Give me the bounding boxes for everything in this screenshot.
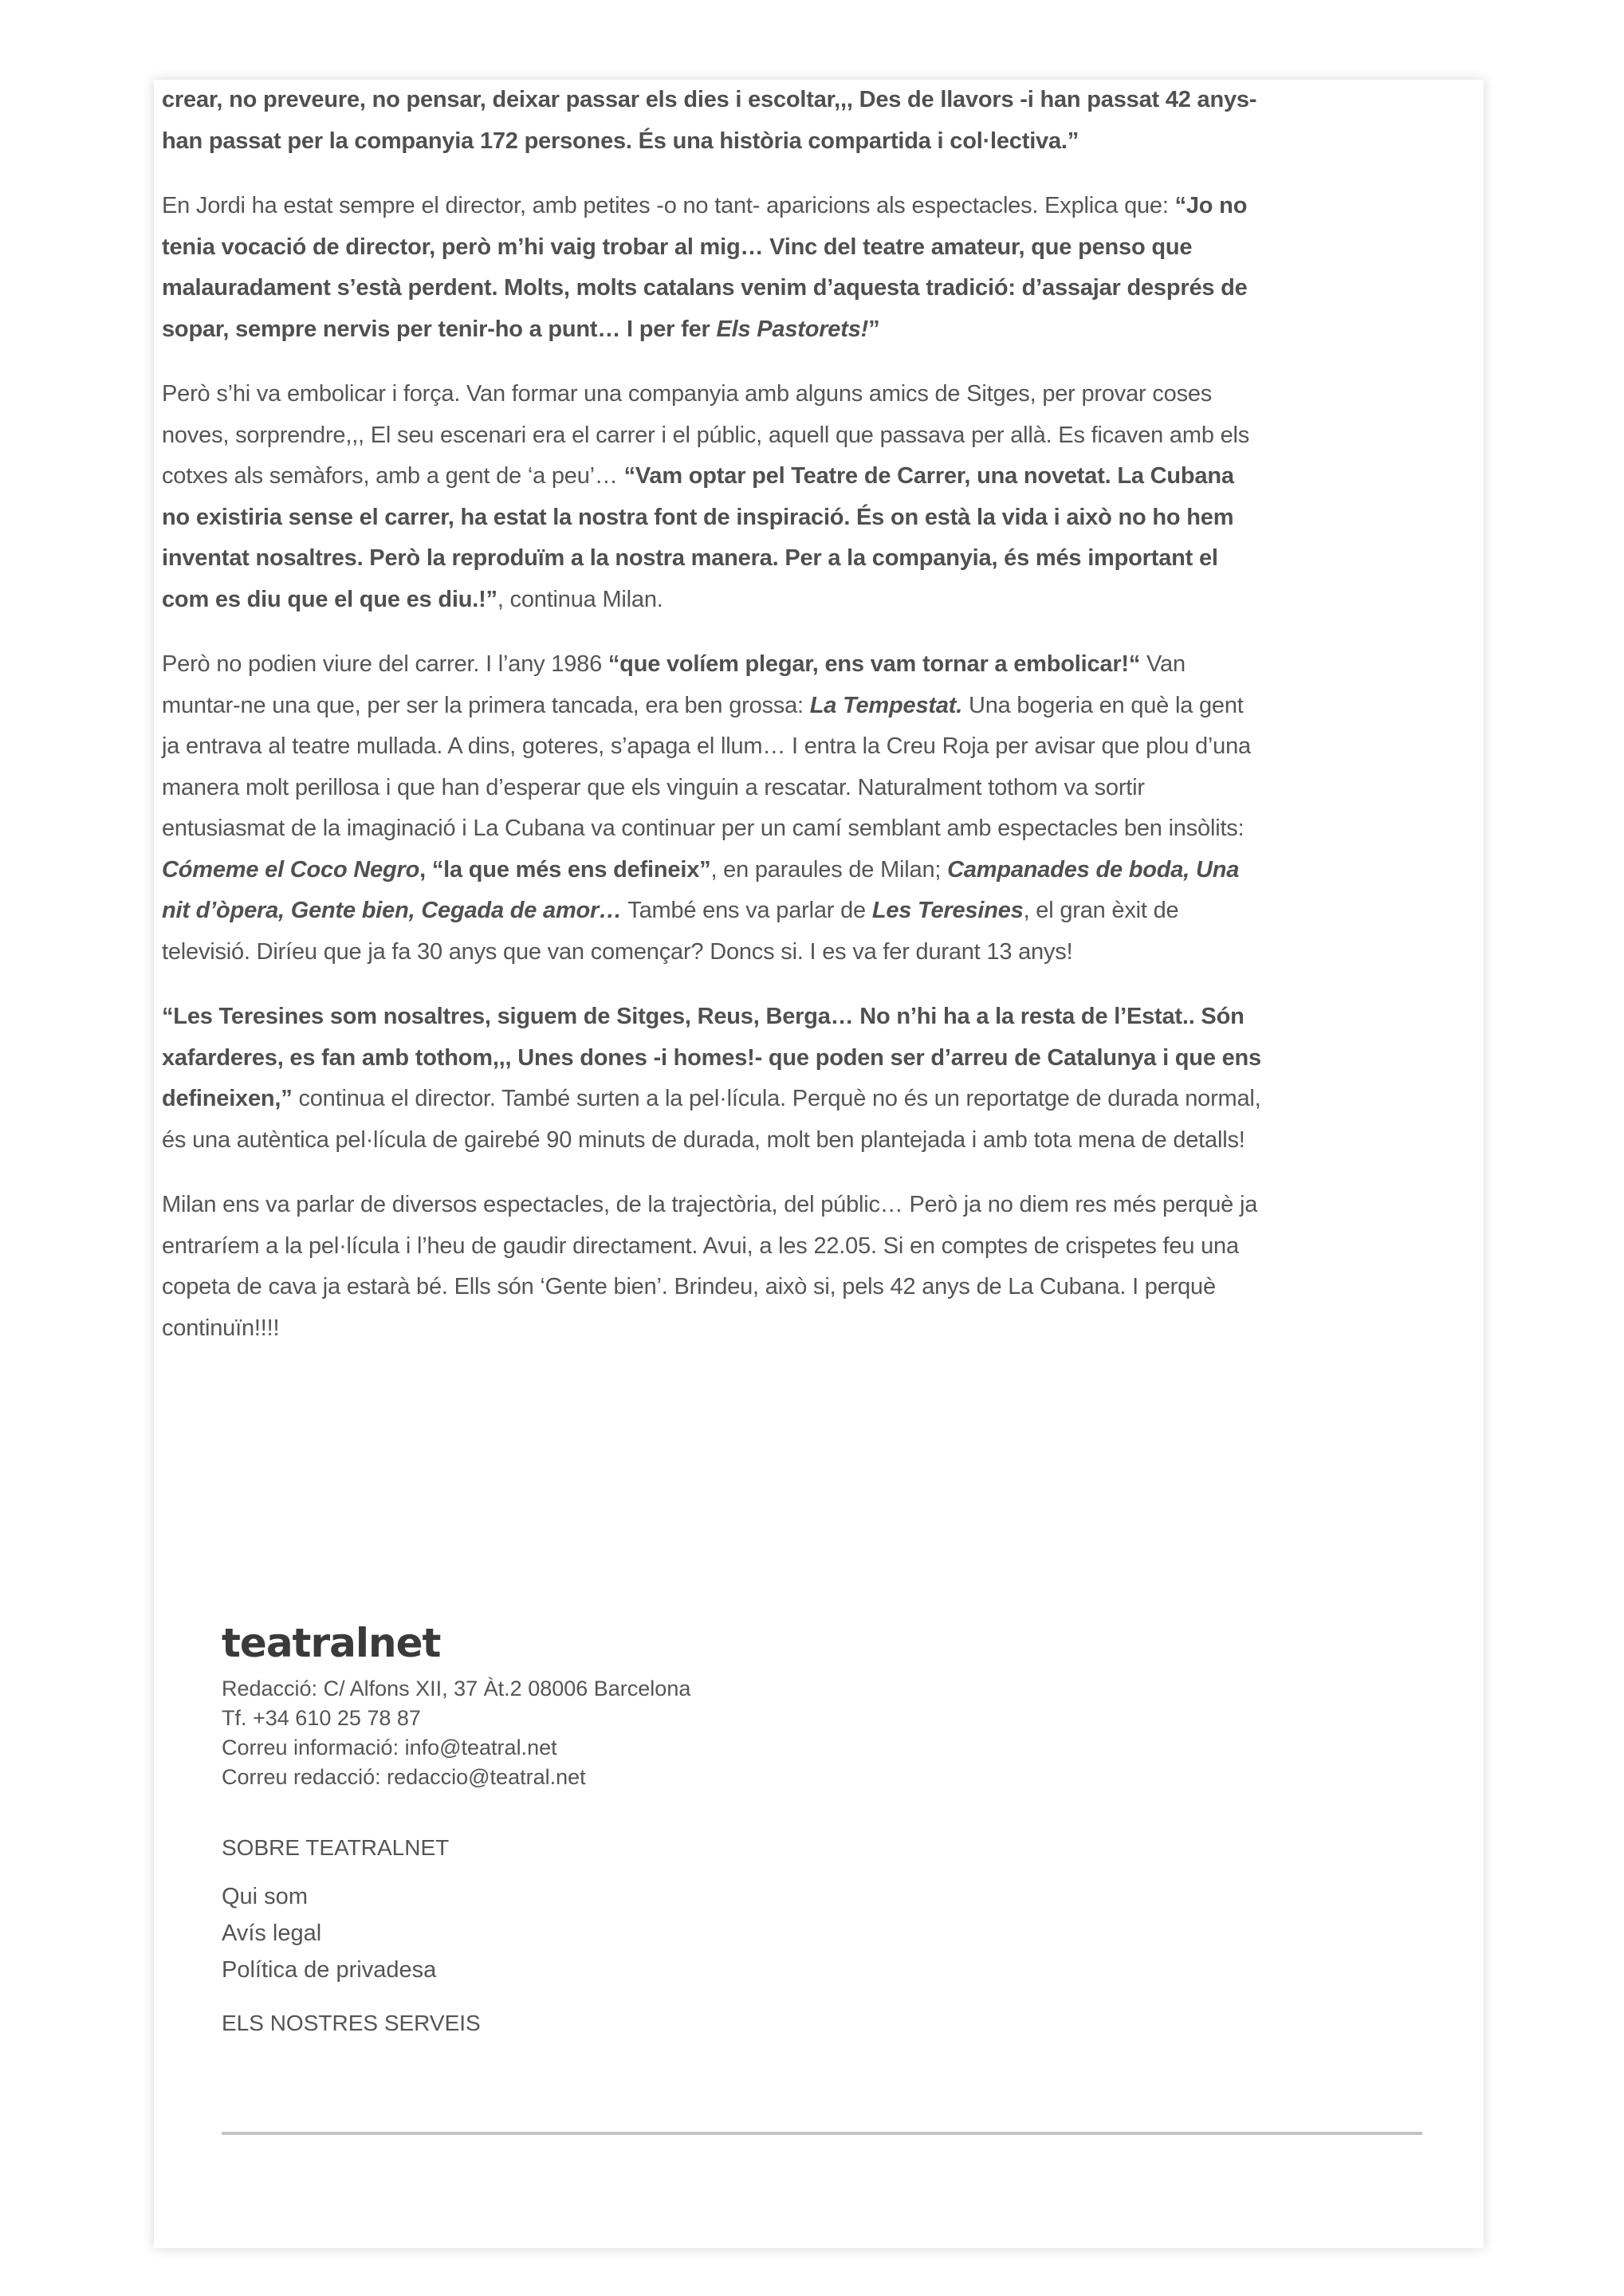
quote-text: “Vam optar pel Teatre de Carrer, una novetat. La Cubana no existiria sense el carrer, ha estat la nostra font de inspiració. És on està la vida i això no ho hem inventat nosaltres. Però la reproduïm a la nostra manera. Per a la companyia, és més important el com es diu que el que es diu.!” bbox=[162, 463, 1234, 612]
quote-text: , “la que més ens defineix” bbox=[419, 856, 711, 883]
paragraph-6 bbox=[162, 1185, 1262, 1349]
title-reference: La Tempestat. bbox=[809, 692, 963, 718]
body-text: Una bogeria en què la gent ja entrava al teatre mullada. A dins, goteres, s’apaga el llum… I entra la Creu Roja per avisar que plou d’una manera molt perillosa i que han d’esperar que els vinguin a rescatar. Naturalment tothom va sortir entusiasmat de la imaginació i La Cubana va continuar per un camí semblant amb espectacles ben insòlits: bbox=[162, 692, 1251, 841]
title-reference: Les Teresines bbox=[871, 898, 1024, 923]
paragraph-2 bbox=[162, 186, 1262, 350]
quote-text: “Les Teresines som nosaltres, siguem de Sitges, Reus, Berga… No n’hi ha a la resta de l’Estat.. Són xafarderes, es fan amb tothom,,, Unes dones -i homes!- que poden ser d’arreu de Catalunya i que ens defineixen,” bbox=[162, 1004, 1261, 1111]
phone-line: Tf. +34 610 25 78 87 bbox=[222, 1706, 421, 1730]
link-avis-legal[interactable]: Avís legal bbox=[222, 1921, 322, 1946]
email-info-line: Correu informació: info@teatral.net bbox=[222, 1736, 557, 1759]
title-reference: Campanades de boda, Una nit d’òpera, Gente bien, Cegada de amor… bbox=[162, 856, 1240, 923]
quote-text: “Jo no tenia vocació de director, però m’hi vaig trobar al mig… Vinc del teatre amateur, que penso que malauradament s’està perdent. Molts, molts catalans venim d’aquesta tradició: d’assajar després de sopar, sempre nervis per tenir-ho a punt… I per fer bbox=[162, 193, 1248, 342]
body-text: En Jordi ha estat sempre el director, amb petites -o no tant- aparicions als espectacles. Explica que: bbox=[162, 193, 1175, 218]
body-text: Però no podien viure del carrer. I l’any 1986 bbox=[162, 651, 608, 677]
site-footer bbox=[222, 1618, 1425, 2036]
title-reference: Els Pastorets! bbox=[716, 316, 869, 342]
services-heading: ELS NOSTRES SERVEIS bbox=[222, 2011, 481, 2035]
body-text: També ens va parlar de bbox=[621, 898, 872, 923]
footer-divider bbox=[222, 2132, 1422, 2135]
body-text: , continua Milan. bbox=[497, 586, 663, 612]
paragraph-4 bbox=[162, 644, 1262, 973]
contact-info bbox=[222, 1674, 1425, 1792]
footer-links bbox=[222, 1878, 1425, 1988]
quote-text: crear, no preveure, no pensar, deixar passar els dies i escoltar,,, Des de llavors -i han passat 42 anys- han passat per la companyia 172 persones. És una història compartida i col·lectiva.” bbox=[162, 87, 1257, 154]
paragraph-1 bbox=[162, 80, 1262, 162]
address-line: Redacció: C/ Alfons XII, 37 Àt.2 08006 Barcelona bbox=[222, 1677, 691, 1700]
link-politica-privadesa[interactable]: Política de privadesa bbox=[222, 1957, 437, 1983]
body-text: Però s’hi va embolicar i força. Van formar una companyia amb alguns amics de Sitges, per provar coses noves, sorprendre,,, El seu escenari era el carrer i el públic, aquell que passava per allà. Es ficaven amb els cotxes als semàfors, amb a gent de ‘a peu’… bbox=[162, 381, 1250, 489]
quote-text: “que volíem plegar, ens vam tornar a embolicar!“ bbox=[608, 651, 1141, 677]
teatralnet-logo[interactable]: teatralnet bbox=[222, 1620, 441, 1666]
body-text: Van muntar-ne una que, per ser la primera tancada, era ben grossa: bbox=[162, 651, 1186, 718]
link-qui-som[interactable]: Qui som bbox=[222, 1884, 308, 1909]
body-text: , el gran èxit de televisió. Diríeu que ja fa 30 anys que van començar? Doncs si. I es va fer durant 13 anys! bbox=[162, 898, 1179, 965]
body-text: Milan ens va parlar de diversos espectacles, de la trajectòria, del públic… Però ja no diem res més perquè ja entraríem a la pel·lícula i l’heu de gaudir directament. Avui, a les 22.05. Si en comptes de crispetes feu una copeta de cava ja estarà bé. Ells són ‘Gente bien’. Brindeu, això si, pels 42 anys de La Cubana. I perquè continuïn!!!! bbox=[162, 1192, 1258, 1341]
about-heading: SOBRE TEATRALNET bbox=[222, 1835, 450, 1860]
article-body bbox=[162, 80, 1262, 1373]
title-reference: Cómeme el Coco Negro bbox=[162, 856, 420, 883]
paragraph-3 bbox=[162, 374, 1262, 620]
paragraph-5 bbox=[162, 997, 1262, 1161]
body-text: continua el director. També surten a la pel·lícula. Perquè no és un reportatge de durada normal, és una autèntica pel·lícula de gairebé 90 minuts de durada, molt ben plantejada i amb tota mena de detalls! bbox=[162, 1086, 1261, 1153]
quote-text: ” bbox=[868, 316, 880, 342]
body-text: , en paraules de Milan; bbox=[710, 856, 948, 883]
email-redaccio-line: Correu redacció: redaccio@teatral.net bbox=[222, 1765, 586, 1789]
